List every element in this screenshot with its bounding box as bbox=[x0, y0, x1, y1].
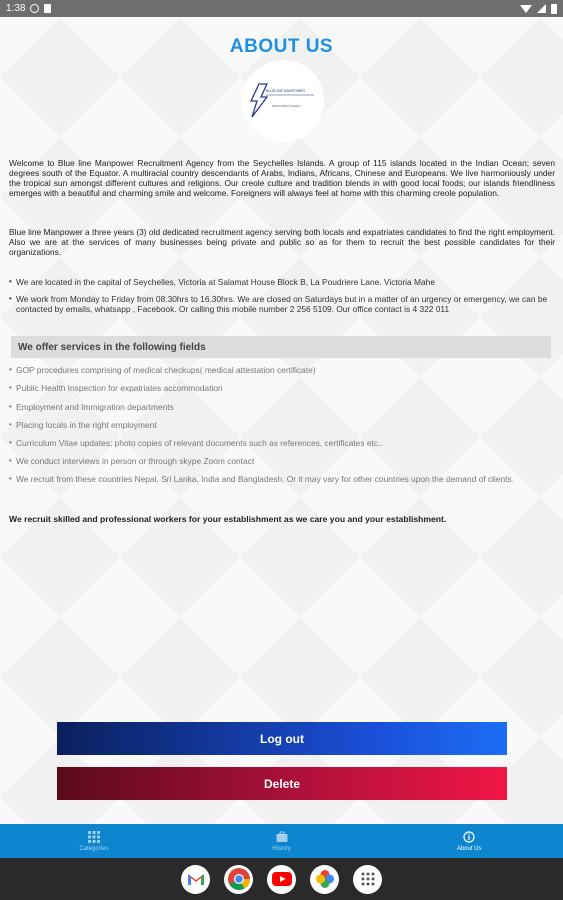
service-item: • Placing locals in the right employment bbox=[9, 420, 157, 430]
logo-text: BLUELINE MANPOWER bbox=[266, 89, 305, 93]
wifi-icon bbox=[520, 5, 532, 13]
app-drawer-icon[interactable] bbox=[353, 865, 382, 894]
grid-icon bbox=[88, 831, 100, 843]
logout-button[interactable]: Log out bbox=[57, 722, 507, 755]
lightning-bolt-icon bbox=[242, 60, 324, 142]
settings-notification-icon bbox=[30, 4, 39, 13]
bottom-navigation bbox=[0, 824, 563, 858]
company-logo bbox=[242, 60, 324, 142]
chrome-icon[interactable] bbox=[224, 865, 253, 894]
intro-paragraph: Welcome to Blue line Manpower Recruitment Agency from the Seychelles Islands. A group of 115 islands located in the Indian Ocean; seven degrees south of the Equator. A multiracial country descendants of Arabs, Indians, Africans, Chinese and Europeans. We live harmoniously under the tropical sun amongst different cultures and religions. Our creole culture and tradition blends in with good local foods; our islands friendliness emerges with a beautiful and charming smile and welcome. Foreigners will always feel at home with this charming creole population. bbox=[9, 158, 555, 198]
bullet-icon: • bbox=[9, 456, 12, 465]
service-item: • We recruit from these countries Nepal, Sri Lanka, India and Bangladesh. Or it may vary for other countries upon the demand of clients. bbox=[9, 474, 514, 484]
briefcase-icon bbox=[276, 831, 288, 843]
info-bullet-location: • We are located in the capital of Seychelles, Victoria at Salamat House Block B, La Poudriere Lane. Victoria Mahe bbox=[9, 277, 435, 287]
nav-item-about-us[interactable] bbox=[375, 824, 563, 858]
service-item: • Curriculum Vitae updates; photo copies of relevant documents such as references, certificates etc.. bbox=[9, 438, 383, 448]
nav-label: About Us bbox=[456, 845, 482, 852]
bullet-icon: • bbox=[9, 365, 12, 374]
service-item: • We conduct interviews in person or through skype Zoom contact bbox=[9, 456, 255, 466]
nav-label: History bbox=[272, 845, 291, 852]
photos-icon[interactable] bbox=[310, 865, 339, 894]
closing-statement: We recruit skilled and professional workers for your establishment as we care you and your establishment. bbox=[9, 514, 447, 524]
status-time: 1:38 bbox=[6, 3, 26, 14]
gmail-icon[interactable] bbox=[181, 865, 210, 894]
bullet-icon: • bbox=[9, 277, 12, 286]
page-title: ABOUT US bbox=[229, 36, 334, 57]
bullet-icon: • bbox=[9, 294, 12, 303]
delete-button[interactable]: Delete bbox=[57, 767, 507, 800]
logo-subtext: RECRUITMENT AGENCY bbox=[272, 105, 302, 108]
info-bullet-hours: • We work from Monday to Friday from 08.30hrs to 16.30hrs. We are closed on Saturdays but in a matter of an urgency or emergency, we can be contacted by emails, whatsapp , Facebook. Or calling this mobile number 2 256 5109. Our office contact is 4 322 011 bbox=[9, 294, 548, 314]
signal-icon bbox=[537, 4, 546, 13]
battery-icon bbox=[551, 4, 557, 14]
bullet-icon: • bbox=[9, 402, 12, 411]
service-item: • Public Health Inspection for expatriates accommodation bbox=[9, 383, 223, 393]
bullet-icon: • bbox=[9, 420, 12, 429]
bullet-icon: • bbox=[9, 474, 12, 483]
sim-card-icon bbox=[44, 4, 51, 13]
status-bar bbox=[0, 0, 563, 17]
services-header: We offer services in the following fields bbox=[11, 336, 551, 358]
agency-paragraph: Blue line Manpower a three years (3) old dedicated recruitment agency serving both locals and expatriates candidates to find the right employment. Also we are at the services of many businesses being private and public so as for them to recruit the best possible candidates for their organizations. bbox=[9, 227, 555, 257]
youtube-icon[interactable] bbox=[267, 865, 296, 894]
bullet-icon: • bbox=[9, 383, 12, 392]
system-dock bbox=[0, 858, 563, 900]
info-icon bbox=[463, 831, 475, 843]
bullet-icon: • bbox=[9, 438, 12, 447]
about-us-screen[interactable] bbox=[0, 17, 563, 824]
service-item: • GOP procedures comprising of medical checkups( medical attestation certificate) bbox=[9, 365, 316, 375]
nav-label: Categories bbox=[79, 845, 109, 852]
service-item: • Employment and Immigration departments bbox=[9, 402, 174, 412]
nav-item-history[interactable] bbox=[188, 824, 376, 858]
nav-item-categories[interactable] bbox=[0, 824, 188, 858]
